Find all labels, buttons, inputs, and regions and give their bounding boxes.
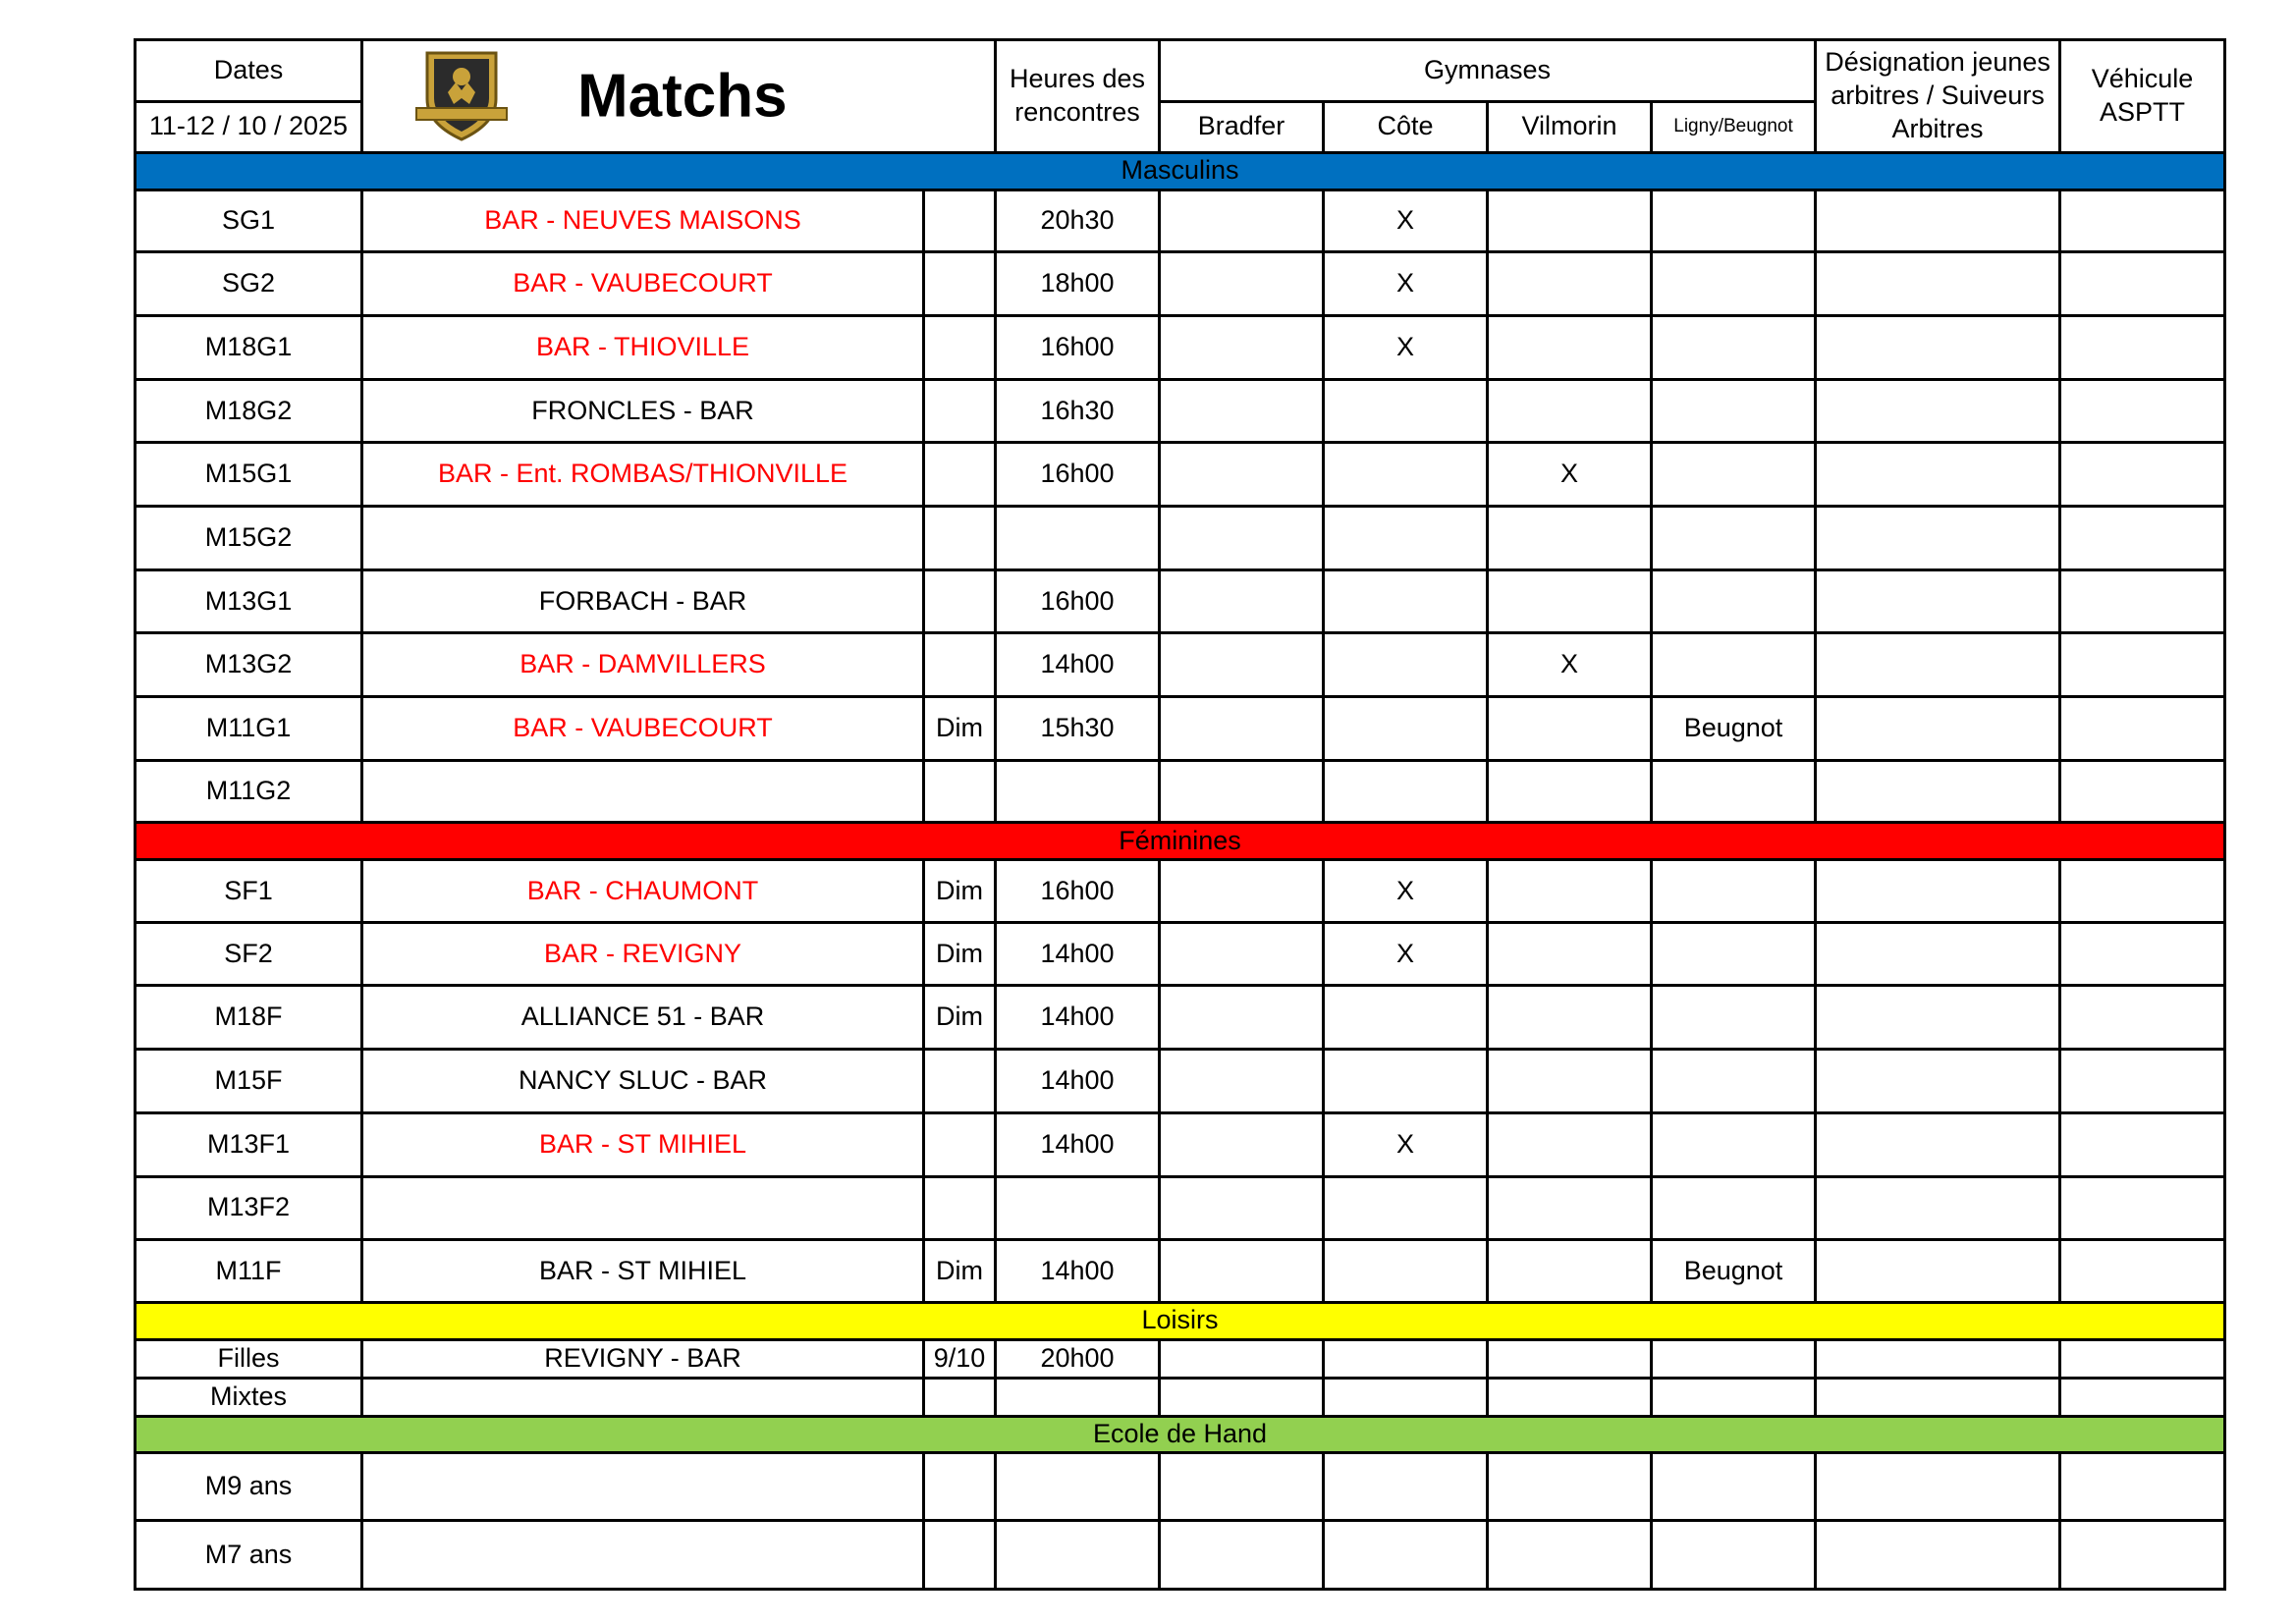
table-row — [136, 507, 2225, 570]
page-title: Matchs — [577, 62, 788, 131]
table-row — [136, 922, 2225, 986]
gym-cote-cell — [1324, 569, 1488, 633]
vehicule-cell — [2060, 252, 2225, 316]
designation-cell — [1816, 569, 2060, 633]
table-row — [136, 633, 2225, 697]
table-row — [136, 443, 2225, 507]
gym-bradfer-cell — [1160, 1240, 1324, 1303]
time-cell — [996, 1176, 1160, 1240]
day-cell — [924, 252, 996, 316]
gym-bradfer-cell — [1160, 1521, 1324, 1590]
designation-cell — [1816, 443, 2060, 507]
time-cell: 20h30 — [996, 189, 1160, 252]
match-cell: BAR - VAUBECOURT — [362, 252, 924, 316]
team-cell: M11G2 — [136, 760, 362, 823]
gym-vilmorin-cell — [1488, 1453, 1652, 1521]
day-cell — [924, 1112, 996, 1176]
gym-cote-cell — [1324, 1240, 1488, 1303]
match-cell: BAR - REVIGNY — [362, 922, 924, 986]
gym-cote-cell — [1324, 1453, 1488, 1521]
section-ecole: Ecole de Hand — [136, 1416, 2225, 1453]
team-cell: Mixtes — [136, 1378, 362, 1416]
table-row — [136, 760, 2225, 823]
gym-ligny-cell — [1652, 1176, 1816, 1240]
match-cell: BAR - Ent. ROMBAS/THIONVILLE — [362, 443, 924, 507]
gym-cote-cell — [1324, 443, 1488, 507]
gym-ligny-cell: Beugnot — [1652, 1240, 1816, 1303]
day-cell — [924, 507, 996, 570]
day-cell: Dim — [924, 697, 996, 761]
gym-vilmorin-cell — [1488, 1339, 1652, 1378]
match-cell: ALLIANCE 51 - BAR — [362, 986, 924, 1050]
time-cell: 16h00 — [996, 569, 1160, 633]
designation-cell — [1816, 507, 2060, 570]
match-cell: BAR - NEUVES MAISONS — [362, 189, 924, 252]
team-cell: M13F2 — [136, 1176, 362, 1240]
day-cell — [924, 1453, 996, 1521]
gym-vilmorin-cell — [1488, 986, 1652, 1050]
time-cell — [996, 1521, 1160, 1590]
gym-bradfer-cell — [1160, 507, 1324, 570]
table-row — [136, 1453, 2225, 1521]
gym-vilmorin-cell — [1488, 1521, 1652, 1590]
gym-bradfer-cell — [1160, 1339, 1324, 1378]
gym-cote-header: Côte — [1324, 101, 1488, 152]
vehicule-cell — [2060, 1240, 2225, 1303]
gym-vilmorin-cell — [1488, 507, 1652, 570]
team-cell: SF1 — [136, 860, 362, 923]
vehicule-cell — [2060, 1378, 2225, 1416]
gym-bradfer-cell — [1160, 633, 1324, 697]
gym-ligny-cell — [1652, 922, 1816, 986]
table-row — [136, 189, 2225, 252]
gym-cote-cell — [1324, 1050, 1488, 1113]
gym-bradfer-cell — [1160, 860, 1324, 923]
vehicule-header: Véhicule ASPTT — [2060, 40, 2225, 153]
match-cell — [362, 1521, 924, 1590]
table-row — [136, 860, 2225, 923]
gym-cote-cell: X — [1324, 860, 1488, 923]
team-cell: M7 ans — [136, 1521, 362, 1590]
gym-ligny-cell — [1652, 189, 1816, 252]
time-cell: 16h30 — [996, 379, 1160, 443]
time-cell: 14h00 — [996, 633, 1160, 697]
gym-vilmorin-cell — [1488, 1378, 1652, 1416]
time-cell — [996, 1378, 1160, 1416]
day-cell — [924, 569, 996, 633]
vehicule-cell — [2060, 697, 2225, 761]
vehicule-cell — [2060, 379, 2225, 443]
gym-vilmorin-cell — [1488, 1112, 1652, 1176]
time-cell: 14h00 — [996, 1112, 1160, 1176]
gym-bradfer-cell — [1160, 569, 1324, 633]
gym-ligny-cell — [1652, 1339, 1816, 1378]
table-row — [136, 252, 2225, 316]
match-cell — [362, 1176, 924, 1240]
time-cell: 20h00 — [996, 1339, 1160, 1378]
day-cell — [924, 1176, 996, 1240]
gym-vilmorin-cell — [1488, 316, 1652, 380]
team-cell: M13G1 — [136, 569, 362, 633]
match-cell: FORBACH - BAR — [362, 569, 924, 633]
time-cell: 14h00 — [996, 922, 1160, 986]
gym-cote-cell: X — [1324, 316, 1488, 380]
gym-vilmorin-cell — [1488, 569, 1652, 633]
team-cell: M18G2 — [136, 379, 362, 443]
designation-cell — [1816, 1240, 2060, 1303]
gym-ligny-cell: Beugnot — [1652, 697, 1816, 761]
vehicule-cell — [2060, 760, 2225, 823]
gym-cote-cell — [1324, 1521, 1488, 1590]
match-schedule-table — [134, 38, 2226, 1591]
gym-bradfer-cell — [1160, 443, 1324, 507]
designation-cell — [1816, 1050, 2060, 1113]
designation-cell — [1816, 316, 2060, 380]
match-cell — [362, 1453, 924, 1521]
gym-bradfer-cell — [1160, 316, 1324, 380]
day-cell — [924, 633, 996, 697]
designation-cell — [1816, 189, 2060, 252]
time-cell — [996, 1453, 1160, 1521]
gym-ligny-cell — [1652, 1050, 1816, 1113]
section-masculins: Masculins — [136, 152, 2225, 189]
dates-label: Dates — [136, 40, 362, 102]
day-cell: Dim — [924, 860, 996, 923]
time-cell: 16h00 — [996, 443, 1160, 507]
gym-vilmorin-cell — [1488, 1240, 1652, 1303]
vehicule-cell — [2060, 569, 2225, 633]
gym-cote-cell: X — [1324, 189, 1488, 252]
gym-ligny-cell — [1652, 443, 1816, 507]
time-cell — [996, 760, 1160, 823]
match-cell: BAR - CHAUMONT — [362, 860, 924, 923]
designation-cell — [1816, 633, 2060, 697]
table-row — [136, 379, 2225, 443]
gym-bradfer-cell — [1160, 189, 1324, 252]
heures-header: Heures des rencontres — [996, 40, 1160, 153]
gym-ligny-cell — [1652, 760, 1816, 823]
masculins-rows — [136, 189, 2225, 823]
day-cell — [924, 189, 996, 252]
team-cell: M15G2 — [136, 507, 362, 570]
gym-vilmorin-cell — [1488, 922, 1652, 986]
gym-vilmorin-cell — [1488, 760, 1652, 823]
designation-cell — [1816, 1378, 2060, 1416]
loisirs-rows — [136, 1339, 2225, 1416]
vehicule-cell — [2060, 1112, 2225, 1176]
day-cell — [924, 1050, 996, 1113]
time-cell: 14h00 — [996, 1240, 1160, 1303]
team-cell: SG1 — [136, 189, 362, 252]
team-cell: M15G1 — [136, 443, 362, 507]
team-cell: M15F — [136, 1050, 362, 1113]
gym-cote-cell: X — [1324, 252, 1488, 316]
team-cell: SG2 — [136, 252, 362, 316]
gym-bradfer-cell — [1160, 1378, 1324, 1416]
vehicule-cell — [2060, 443, 2225, 507]
team-cell: M18G1 — [136, 316, 362, 380]
gym-ligny-header: Ligny/Beugnot — [1652, 101, 1816, 152]
feminines-rows — [136, 860, 2225, 1303]
team-cell: SF2 — [136, 922, 362, 986]
table-row — [136, 569, 2225, 633]
gym-bradfer-cell — [1160, 1112, 1324, 1176]
gym-cote-cell — [1324, 507, 1488, 570]
table-row — [136, 1240, 2225, 1303]
gym-cote-cell — [1324, 379, 1488, 443]
day-cell — [924, 1521, 996, 1590]
match-cell — [362, 507, 924, 570]
match-cell: BAR - THIOVILLE — [362, 316, 924, 380]
designation-cell — [1816, 760, 2060, 823]
gym-cote-cell — [1324, 697, 1488, 761]
gym-ligny-cell — [1652, 1112, 1816, 1176]
gym-bradfer-cell — [1160, 697, 1324, 761]
match-cell: FRONCLES - BAR — [362, 379, 924, 443]
team-cell: M11F — [136, 1240, 362, 1303]
gym-bradfer-cell — [1160, 252, 1324, 316]
title-cell — [362, 40, 996, 153]
team-cell: M13G2 — [136, 633, 362, 697]
gym-vilmorin-cell — [1488, 697, 1652, 761]
gym-bradfer-cell — [1160, 1176, 1324, 1240]
vehicule-cell — [2060, 316, 2225, 380]
designation-cell — [1816, 697, 2060, 761]
team-cell: M18F — [136, 986, 362, 1050]
table-row — [136, 1112, 2225, 1176]
section-feminines: Féminines — [136, 823, 2225, 860]
gym-cote-cell — [1324, 1176, 1488, 1240]
gymnases-header: Gymnases — [1160, 40, 1816, 102]
section-loisirs: Loisirs — [136, 1302, 2225, 1339]
gym-cote-cell — [1324, 986, 1488, 1050]
match-cell: BAR - ST MIHIEL — [362, 1112, 924, 1176]
time-cell — [996, 507, 1160, 570]
gym-bradfer-cell — [1160, 986, 1324, 1050]
gym-vilmorin-cell: X — [1488, 633, 1652, 697]
day-cell — [924, 760, 996, 823]
ecole-rows — [136, 1453, 2225, 1590]
gym-bradfer-cell — [1160, 1050, 1324, 1113]
table-row — [136, 1339, 2225, 1378]
designation-cell — [1816, 1521, 2060, 1590]
dates-value: 11-12 / 10 / 2025 — [136, 101, 362, 152]
day-cell: Dim — [924, 1240, 996, 1303]
gym-vilmorin-cell — [1488, 1050, 1652, 1113]
gym-ligny-cell — [1652, 252, 1816, 316]
time-cell: 16h00 — [996, 860, 1160, 923]
match-cell — [362, 1378, 924, 1416]
table-row — [136, 1521, 2225, 1590]
vehicule-cell — [2060, 1339, 2225, 1378]
day-cell: Dim — [924, 986, 996, 1050]
vehicule-cell — [2060, 986, 2225, 1050]
gym-cote-cell: X — [1324, 1112, 1488, 1176]
gym-bradfer-cell — [1160, 1453, 1324, 1521]
table-row — [136, 316, 2225, 380]
gym-ligny-cell — [1652, 1378, 1816, 1416]
day-cell — [924, 1378, 996, 1416]
designation-cell — [1816, 1176, 2060, 1240]
match-cell: BAR - VAUBECOURT — [362, 697, 924, 761]
team-cell: M13F1 — [136, 1112, 362, 1176]
vehicule-cell — [2060, 860, 2225, 923]
gym-vilmorin-cell: X — [1488, 443, 1652, 507]
team-cell: Filles — [136, 1339, 362, 1378]
vehicule-cell — [2060, 1176, 2225, 1240]
match-cell: REVIGNY - BAR — [362, 1339, 924, 1378]
designation-cell — [1816, 252, 2060, 316]
gym-ligny-cell — [1652, 1521, 1816, 1590]
gym-bradfer-cell — [1160, 760, 1324, 823]
day-cell: Dim — [924, 922, 996, 986]
table-row — [136, 986, 2225, 1050]
match-cell: BAR - DAMVILLERS — [362, 633, 924, 697]
gym-vilmorin-cell — [1488, 379, 1652, 443]
gym-ligny-cell — [1652, 316, 1816, 380]
gym-ligny-cell — [1652, 569, 1816, 633]
table-row — [136, 1176, 2225, 1240]
time-cell: 14h00 — [996, 1050, 1160, 1113]
time-cell: 14h00 — [996, 986, 1160, 1050]
gym-ligny-cell — [1652, 507, 1816, 570]
gym-ligny-cell — [1652, 860, 1816, 923]
designation-cell — [1816, 1112, 2060, 1176]
match-cell: BAR - ST MIHIEL — [362, 1240, 924, 1303]
gym-cote-cell — [1324, 1339, 1488, 1378]
gym-cote-cell — [1324, 1378, 1488, 1416]
gym-ligny-cell — [1652, 633, 1816, 697]
gym-cote-cell — [1324, 760, 1488, 823]
gym-ligny-cell — [1652, 1453, 1816, 1521]
designation-cell — [1816, 860, 2060, 923]
designation-header: Désignation jeunes arbitres / Suiveurs Arbitres — [1816, 40, 2060, 153]
gym-bradfer-cell — [1160, 379, 1324, 443]
team-cell: M9 ans — [136, 1453, 362, 1521]
gym-cote-cell — [1324, 633, 1488, 697]
vehicule-cell — [2060, 1521, 2225, 1590]
gym-bradfer-header: Bradfer — [1160, 101, 1324, 152]
day-cell — [924, 316, 996, 380]
gym-vilmorin-cell — [1488, 1176, 1652, 1240]
day-cell — [924, 379, 996, 443]
match-cell: NANCY SLUC - BAR — [362, 1050, 924, 1113]
match-cell — [362, 760, 924, 823]
time-cell: 15h30 — [996, 697, 1160, 761]
vehicule-cell — [2060, 507, 2225, 570]
designation-cell — [1816, 379, 2060, 443]
designation-cell — [1816, 986, 2060, 1050]
table-row — [136, 1050, 2225, 1113]
gym-ligny-cell — [1652, 379, 1816, 443]
club-crest-icon — [412, 45, 511, 143]
gym-vilmorin-cell — [1488, 252, 1652, 316]
designation-cell — [1816, 1453, 2060, 1521]
vehicule-cell — [2060, 189, 2225, 252]
designation-cell — [1816, 922, 2060, 986]
team-cell: M11G1 — [136, 697, 362, 761]
vehicule-cell — [2060, 1050, 2225, 1113]
day-cell: 9/10 — [924, 1339, 996, 1378]
gym-vilmorin-cell — [1488, 860, 1652, 923]
gym-bradfer-cell — [1160, 922, 1324, 986]
table-row — [136, 697, 2225, 761]
gym-ligny-cell — [1652, 986, 1816, 1050]
designation-cell — [1816, 1339, 2060, 1378]
vehicule-cell — [2060, 1453, 2225, 1521]
day-cell — [924, 443, 996, 507]
vehicule-cell — [2060, 922, 2225, 986]
time-cell: 16h00 — [996, 316, 1160, 380]
table-row — [136, 1378, 2225, 1416]
gym-cote-cell: X — [1324, 922, 1488, 986]
gym-vilmorin-cell — [1488, 189, 1652, 252]
vehicule-cell — [2060, 633, 2225, 697]
gym-vilmorin-header: Vilmorin — [1488, 101, 1652, 152]
time-cell: 18h00 — [996, 252, 1160, 316]
